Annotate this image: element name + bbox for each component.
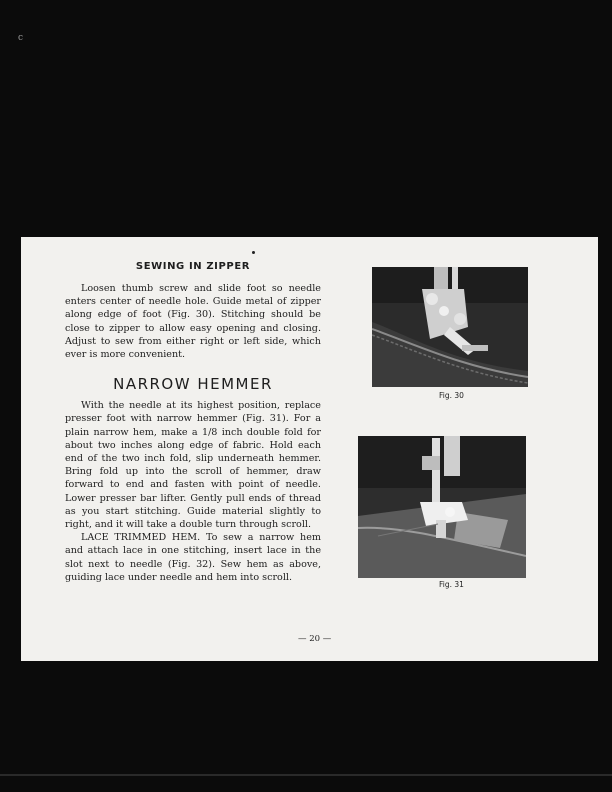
zipper-foot-illustration	[372, 267, 528, 387]
lace-hem-paragraph: LACE TRIMMED HEM. To sew a narrow hem and attach lace in one stitching, insert lace in the slot next to needle (Fig. 32). Sew hem as above, guiding lace under needle and hem into scroll.	[65, 532, 321, 583]
fig30-photo	[372, 267, 528, 387]
zipper-paragraph: Loosen thumb screw and slide foot so needle enters center of needle hole. Guide metal of zipper along edge of foot (Fig. 30). Stitching should be close to zipper to allow easy opening and closing. Adjust to sew from either right or left side, which ever is more convenient.	[65, 283, 321, 361]
hemmer-paragraph: With the needle at its highest position, replace presser foot with narrow hemmer (Fig. 31). For a plain narrow hem, make a 1/8 inch double fold for about two inches along edge of fabric. Hold each end of the two inch fold, slip underneath hemmer. Bring fold up into the scroll of hemmer, draw forward to end and fasten with point of needle. Lower presser bar lifter. Gently pull ends of thread as you start stitching. Guide material slightly to right, and it will take a double turn through scroll.	[65, 400, 321, 531]
fig31-caption: Fig. 31	[439, 580, 464, 589]
fig30-caption: Fig. 30	[439, 391, 464, 400]
fig31-photo	[358, 436, 526, 578]
corner-mark: c	[18, 33, 24, 43]
hemmer-heading: NARROW HEMMER	[113, 375, 273, 394]
page-number: — 20 —	[298, 634, 332, 644]
ink-dot	[252, 251, 255, 254]
manual-page	[21, 237, 598, 661]
bottom-scan-edge	[0, 774, 612, 776]
zipper-heading: SEWING IN ZIPPER	[135, 261, 251, 272]
narrow-hemmer-illustration	[358, 436, 526, 578]
text-column	[65, 261, 321, 584]
